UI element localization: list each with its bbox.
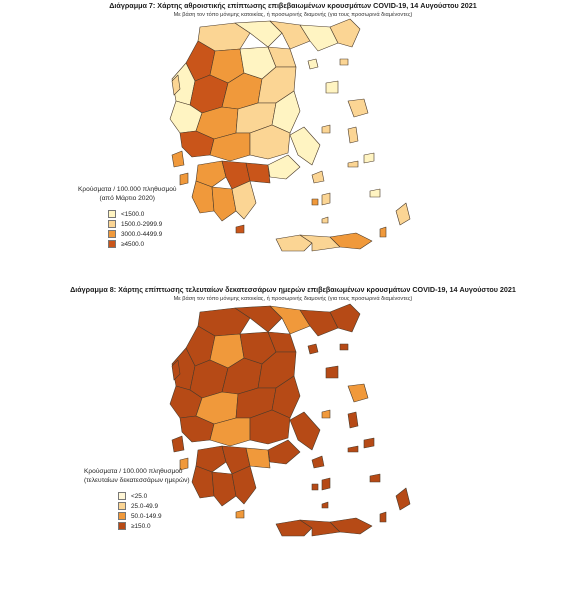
island-samothrace (340, 344, 348, 350)
region-euboea (290, 412, 320, 450)
greece-mainland (170, 304, 360, 506)
island-lesvos (348, 99, 368, 117)
legend-item (108, 219, 177, 229)
diagram8-subtitle: Με βάση τον τόπο μόνιμης κατοικίας, ή προσωρινής διαμονής (για τους προσωρινά διαμένοντες) (173, 296, 413, 302)
legend-label: ≥150.0 (131, 522, 151, 530)
legend-item (118, 491, 190, 501)
legend-swatch (108, 240, 116, 248)
diagram7-legend (78, 186, 177, 249)
island-samothrace (340, 59, 348, 65)
island-santorini (322, 217, 328, 223)
island-zakynthos (180, 173, 188, 185)
island-naxos (322, 478, 330, 490)
island-lesvos (348, 384, 368, 402)
island-kos (370, 189, 380, 197)
island-ikaria (348, 446, 358, 452)
region-pelop-3 (246, 448, 270, 468)
diagram8-legend-title: Κρούσματα / 100.000 πληθυσμού (84, 468, 183, 475)
island-kefalonia (172, 151, 184, 167)
legend-label: 25.0-49.9 (131, 502, 159, 510)
island-kythira (236, 510, 244, 518)
diagram8-legend (84, 468, 190, 531)
diagram7-legend-subtitle: (από Μάρτιο 2020) (99, 194, 155, 202)
island-lemnos (326, 81, 338, 93)
region-attica (268, 155, 300, 179)
island-andros (312, 456, 324, 468)
island-kefalonia (172, 436, 184, 452)
island-paros (312, 199, 318, 205)
island-naxos (322, 193, 330, 205)
legend-swatch (118, 512, 126, 520)
island-thasos (308, 59, 318, 69)
legend-swatch (108, 230, 116, 238)
legend-item (108, 229, 177, 239)
diagram8-legend-subtitle: (τελευταίων δεκατεσσάρων ημερών) (84, 476, 190, 484)
island-paros (312, 484, 318, 490)
diagram7-legend-title: Κρούσματα / 100.000 πληθυσμού (78, 186, 177, 193)
legend-swatch (118, 522, 126, 530)
legend-label: 3000.0-4499.9 (121, 230, 163, 238)
legend-item (118, 501, 190, 511)
island-karpathos (380, 512, 386, 522)
island-ikaria (348, 161, 358, 167)
legend-label: 50.0-149.9 (131, 512, 162, 520)
island-andros (312, 171, 324, 183)
island-karpathos (380, 227, 386, 237)
legend-label: 1500.0-2999.9 (121, 220, 163, 228)
legend-label: <1500.0 (121, 210, 145, 218)
island-rhodes (396, 203, 410, 225)
region-euboea (290, 127, 320, 165)
legend-item (108, 239, 177, 249)
island-rhodes (396, 488, 410, 510)
legend-label: <25.0 (131, 492, 148, 500)
legend-label: ≥4500.0 (121, 240, 145, 248)
legend-item (118, 521, 190, 531)
diagram8-title: Διάγραμμα 8: Χάρτης επίπτωσης τελευταίων δεκατεσσάρων ημερών επιβεβαιωμένων κρουσμάτων COVID-19, 14 Αυγούστου 2021 (70, 285, 516, 294)
legend-swatch (118, 492, 126, 500)
island-samos (364, 438, 374, 448)
legend-swatch (108, 210, 116, 218)
island-chios (348, 412, 358, 428)
region-attica (268, 440, 300, 464)
island-lemnos (326, 366, 338, 378)
diagram7-title: Διάγραμμα 7: Χάρτης αθροιστικής επίπτωσης επιβεβαιωμένων κρουσμάτων COVID-19, 14 Αυγούστου 2021 (109, 1, 477, 10)
legend-item (108, 209, 177, 219)
legend-swatch (118, 502, 126, 510)
legend-swatch (108, 220, 116, 228)
island-skyros (322, 125, 330, 133)
island-samos (364, 153, 374, 163)
island-chios (348, 127, 358, 143)
island-skyros (322, 410, 330, 418)
diagram7-subtitle: Με βάση τον τόπο μόνιμης κατοικίας, ή προσωρινής διαμονής (για τους προσωρινά διαμένοντες) (173, 12, 413, 18)
greece-mainland (170, 19, 360, 221)
island-santorini (322, 502, 328, 508)
legend-item (118, 511, 190, 521)
island-thasos (308, 344, 318, 354)
region-pelop-3 (246, 163, 270, 183)
island-kythira (236, 225, 244, 233)
island-kos (370, 474, 380, 482)
